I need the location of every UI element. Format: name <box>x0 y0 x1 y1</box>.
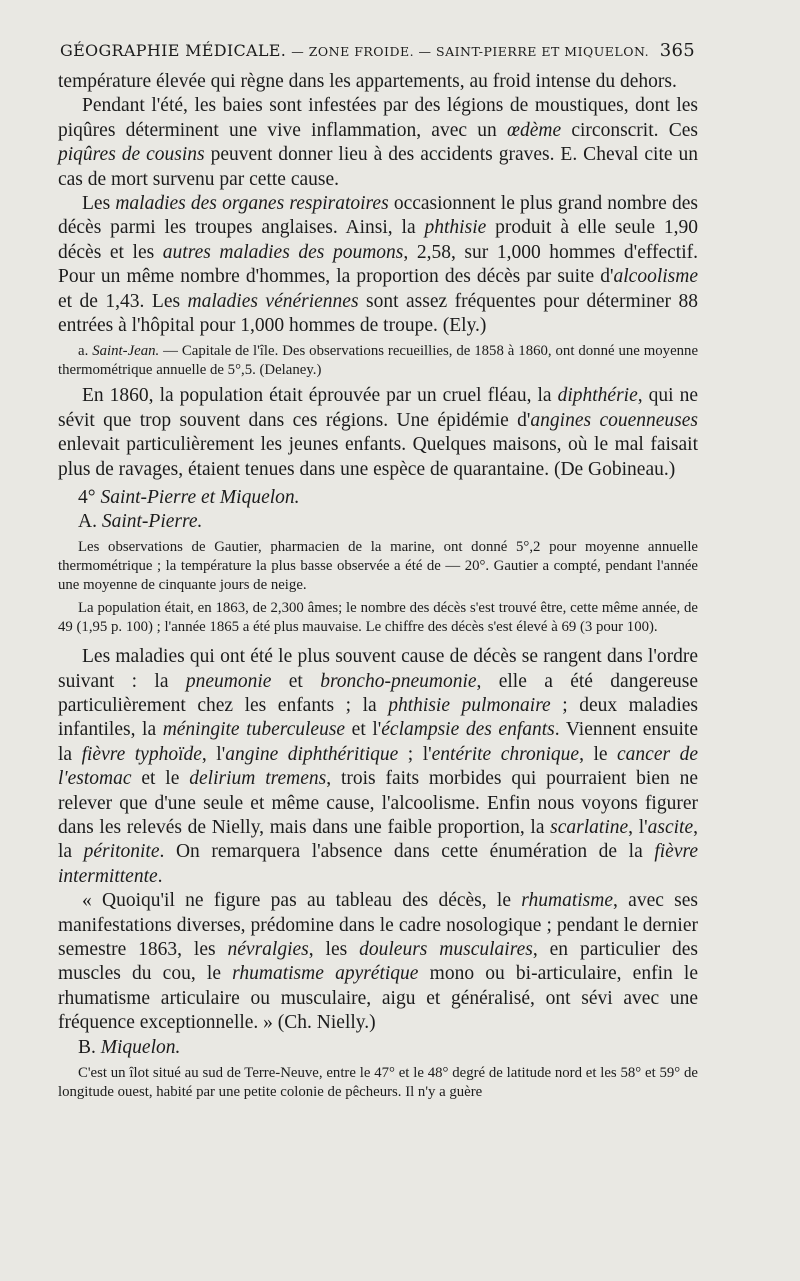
note-population: La population était, en 1863, de 2,300 âmes; le nombre des décès s'est trouvé être, cette même année, de 49 (1,95 p. 100) ; l'année 1865 a été plus mauvaise. Le chiffre des décès s'est élevé à 69 (3 pour 100). <box>58 600 698 636</box>
note-gautier: Les observations de Gautier, pharmacien de la marine, ont donné 5°,2 pour moyenne annuelle thermométrique ; la température la plus basse observée a été de — 20°. Gautier a compté, pendant l'année une moyenne de cinquante jours de neige. <box>58 539 698 594</box>
page-number: 365 <box>659 40 695 61</box>
paragraph-maladies: Les maladies qui ont été le plus souvent cause de décès se rangent dans l'ordre suivant : la pneumonie et broncho-pneumonie, elle a été dangereuse particulièrement chez les enfants ; la phthisie pulmonaire ; deux maladies infantiles, la méningite tuberculeuse et l'éclampsie des enfants. Viennent ensuite la fièvre typhoïde, l'angine diphthéritique ; l'entérite chronique, le cancer de l'estomac et le delirium tremens, trois faits morbides qui pourraient bien ne relever que d'une seule et même cause, l'alcoolisme. Enfin nous voyons figurer dans les relevés de Nielly, mais dans une faible proportion, la scarlatine, l'ascite, la péritonite. On remarquera l'absence dans cette énumération de la fièvre intermittente. <box>58 646 699 887</box>
paragraph-moustiques: Pendant l'été, les baies sont infestées par des légions de moustiques, dont les piqûres déterminent une vive inflammation, avec un œdème circonscrit. Ces piqûres de cousins peuvent donner lieu à des accidents graves. E. Cheval cite un cas de mort survenu par cette cause. <box>58 95 698 190</box>
paragraph-respiratoires: Les maladies des organes respiratoires occasionnent le plus grand nombre des décès parmi les troupes anglaises. Ainsi, la phthisie produit à elle seule 1,90 décès et les autres maladies des poumons, 2,58, sur 1,000 hommes d'effectif. Pour un même nombre d'hommes, la proportion des décès par suite d'alcoolisme et de 1,43. Les maladies vénériennes sont assez fréquentes pour déterminer 88 entrées à l'hôpital pour 1,000 hommes de troupe. (Ely.) <box>58 193 698 337</box>
subsection-heading-miquelon: B. Miquelon. <box>78 1036 181 1058</box>
section-heading-saint-pierre-miquelon: 4° Saint-Pierre et Miquelon. <box>78 487 300 509</box>
note-saint-jean: a. Saint-Jean. — Capitale de l'île. Des observations recueillies, de 1858 à 1860, ont donné une moyenne thermométrique annuelle de 5°,5. (Delaney.) <box>58 343 699 379</box>
paragraph-continuation: température élevée qui règne dans les appartements, au froid intense du dehors. <box>58 71 677 92</box>
paragraph-diphtherie: En 1860, la population était éprouvée par un cruel fléau, la diphthérie, qui ne sévit que trop souvent dans ces régions. Une épidémie d'angines couenneuses enlevait particulièrement les jeunes enfants. Quelques maisons, où le mal faisait plus de ravages, étaient tenues dans une espèce de quarantaine. (De Gobineau.) <box>58 385 698 480</box>
page-body <box>58 70 698 1102</box>
paragraph-rhumatisme: « Quoiqu'il ne figure pas au tableau des décès, le rhumatisme, avec ses manifestations diverses, prédomine dans le cadre nosologique ; pendant le dernier semestre 1863, les névralgies, les douleurs musculaires, en particulier des muscles du cou, le rhumatisme apyrétique mono ou bi-articulaire, enfin le rhumatisme articulaire ou musculaire, aigu et généralisé, ont sévi avec une fréquence exceptionnelle. » (Ch. Nielly.) <box>58 890 698 1034</box>
note-miquelon: C'est un îlot situé au sud de Terre-Neuve, entre le 47° et le 48° degré de latitude nord et les 58° et 59° de longitude ouest, habité par une petite colonie de pêcheurs. Il n'y a guère <box>58 1064 698 1100</box>
subsection-heading-saint-pierre: A. Saint-Pierre. <box>78 511 203 533</box>
header-section: — ZONE FROIDE. — SAINT-PIERRE ET MIQUELON. <box>291 44 650 59</box>
running-header <box>60 40 695 61</box>
header-title: GÉOGRAPHIE MÉDICALE. <box>60 41 287 60</box>
